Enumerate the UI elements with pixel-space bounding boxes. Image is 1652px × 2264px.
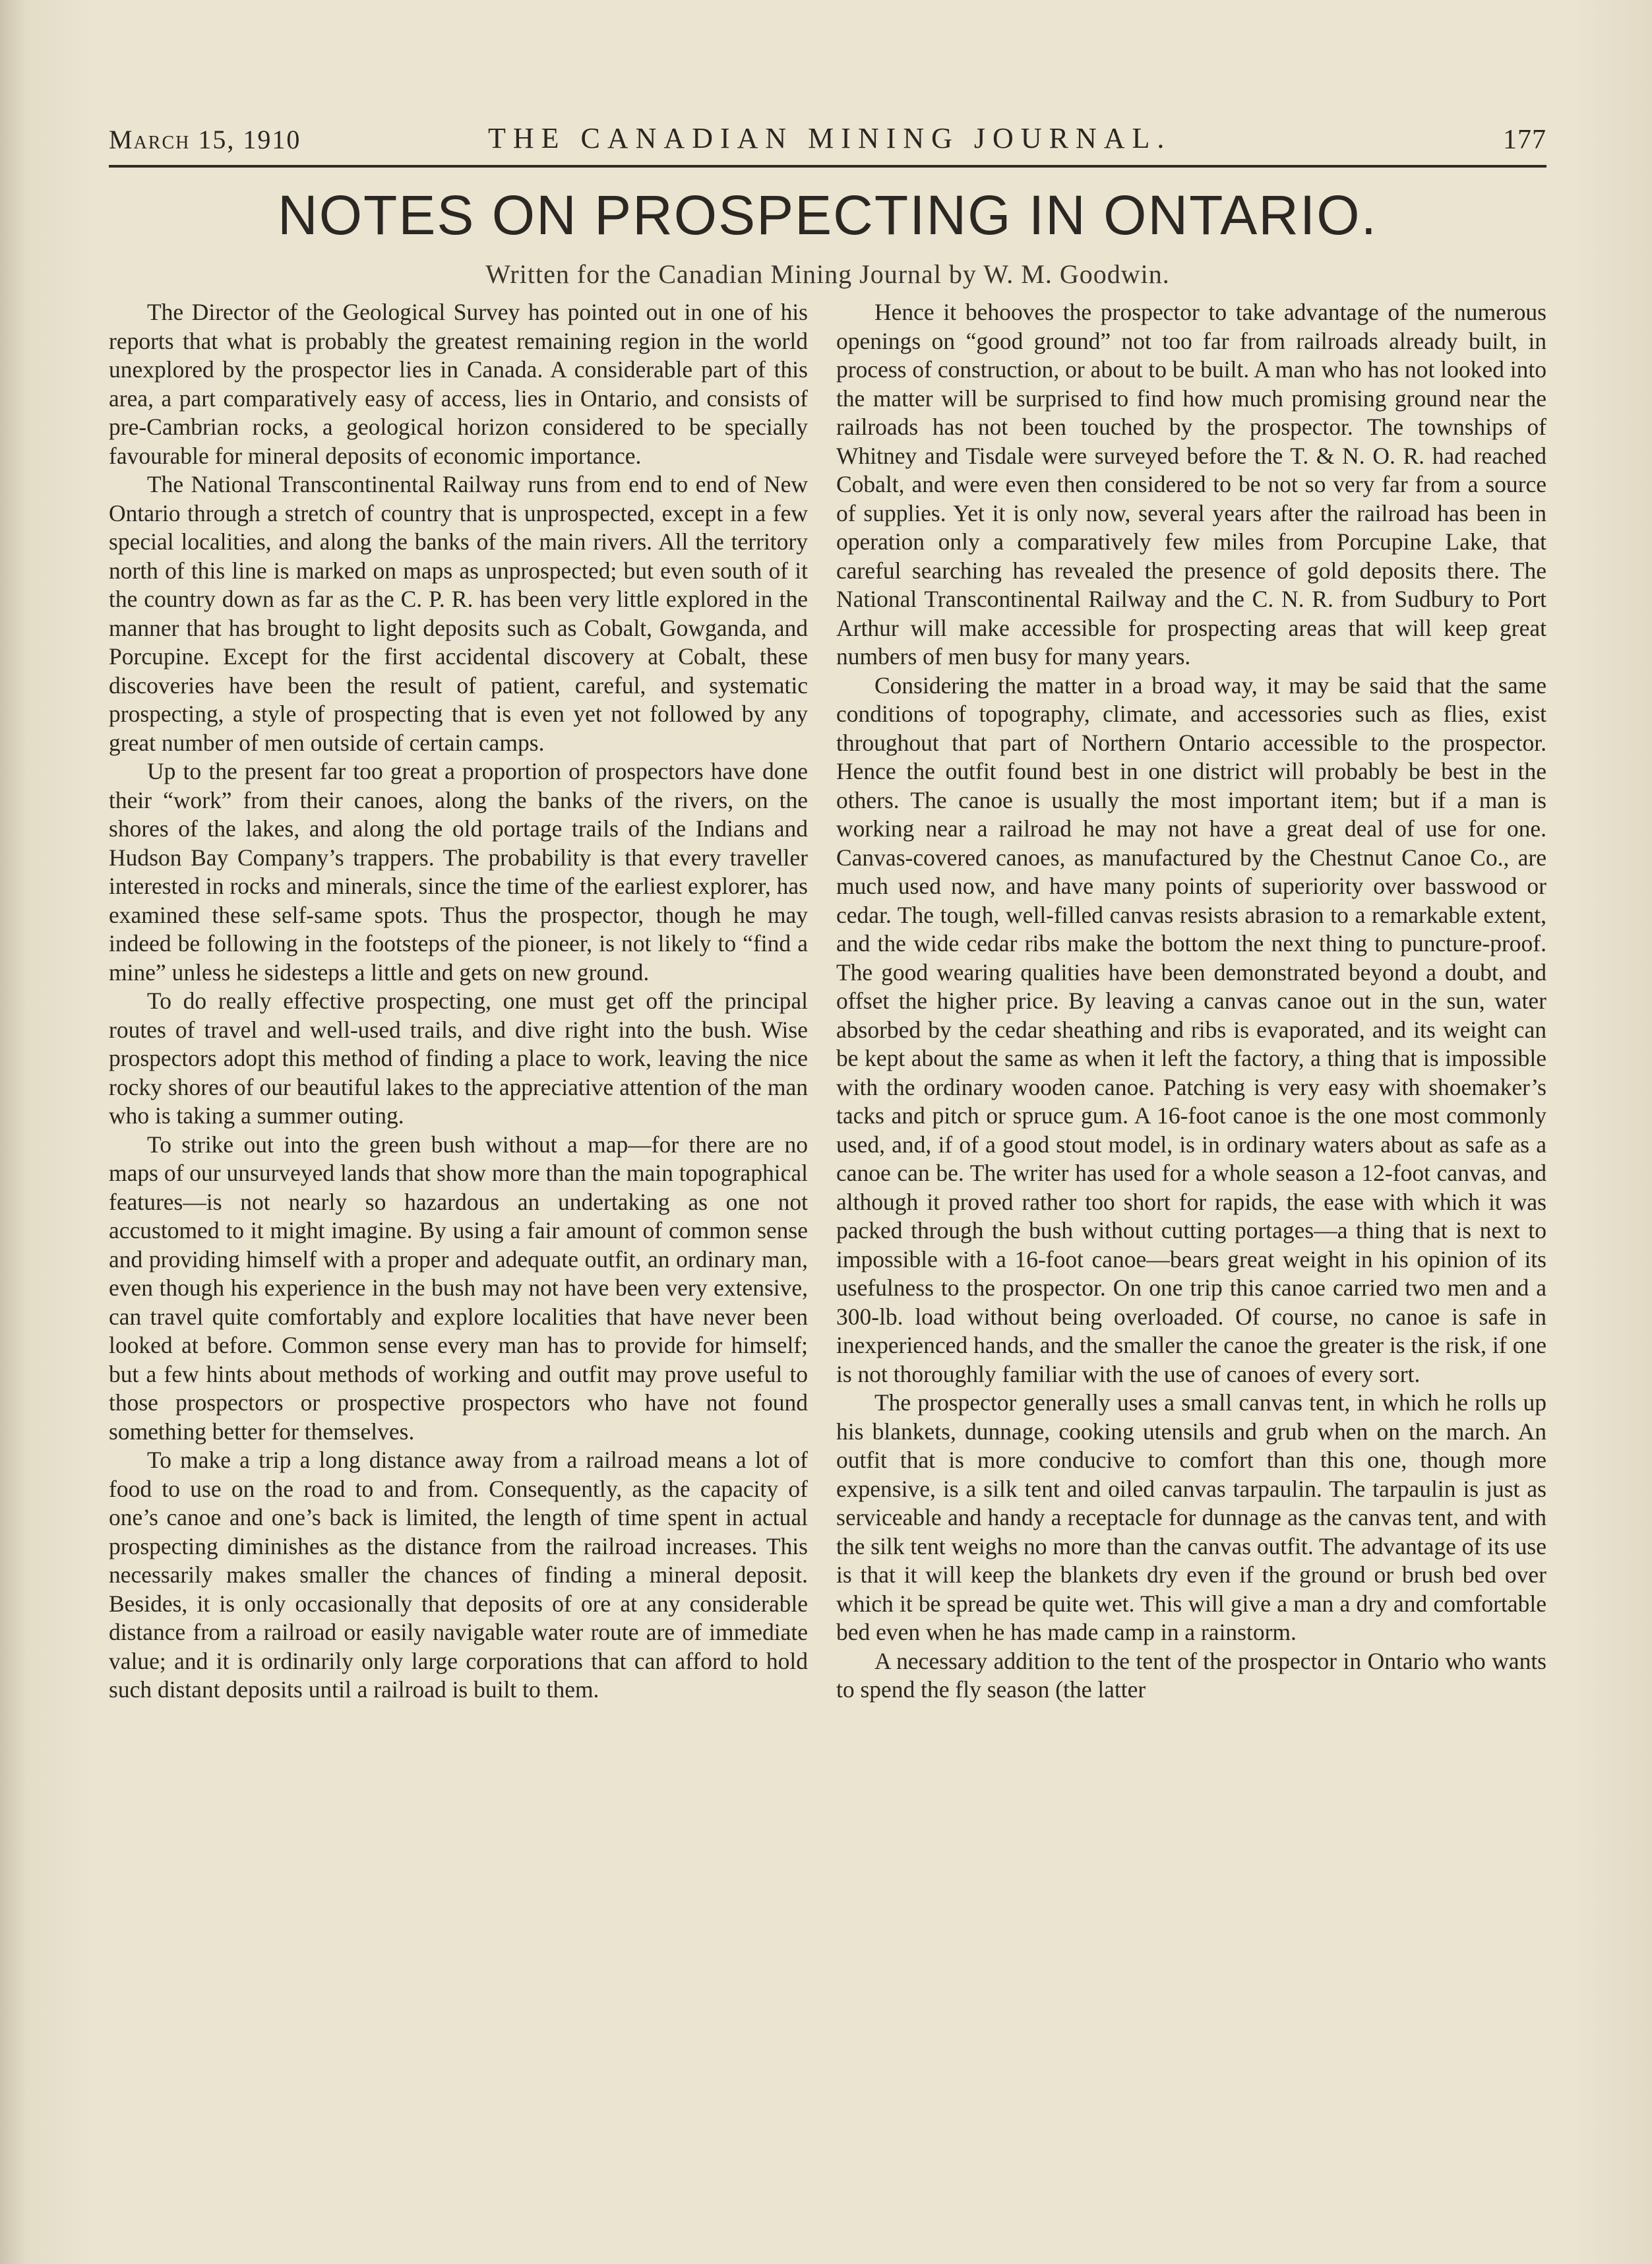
paragraph: To strike out into the green bush without a map—for there are no maps of our unsurveyed lands that show more than the main topographical features—is not nearly so hazardous an undertaking as one not accustomed to it might imagine. By using a fair amount of common sense and providing himself with a proper and adequate outfit, an ordinary man, even though his experience in the bush may not have been very extensive, can travel quite comfortably and explore localities that have never been looked at before. Common sense every man has to provide for himself; but a few hints about methods of working and outfit may prove useful to those prospectors or prospective prospectors who have not found something better for themselves. <box>109 1131 808 1445</box>
paragraph: The prospector generally uses a small canvas tent, in which he rolls up his blankets, dunnage, cooking utensils and grub when on the march. An outfit that is more conducive to comfort than this one, though more expensive, is a silk tent and oiled canvas tarpaulin. The tarpaulin is just as serviceable and handy a receptacle for dunnage as the canvas tent, and with the silk tent weighs no more than the canvas outfit. The advantage of its use is that it will keep the blankets dry even if the ground or brush bed over which it be spread be quite wet. This will give a man a dry and comfortable bed even when he has made camp in a rainstorm. <box>836 1389 1546 1645</box>
page-number: 177 <box>1503 125 1546 155</box>
left-column <box>109 298 808 2211</box>
right-column <box>836 298 1546 2211</box>
paragraph: Up to the present far too great a proportion of prospectors have done their “work” from their canoes, along the banks of the rivers, on the shores of the lakes, and along the old portage trails of the Indians and Hudson Bay Company’s trappers. The probability is that every traveller interested in rocks and minerals, since the time of the earliest explorer, has examined these self-same spots. Thus the prospector, though he may indeed be following in the footsteps of the pioneer, is not likely to “find a mine” unless he sidesteps a little and gets on new ground. <box>109 758 808 986</box>
journal-name: THE CANADIAN MINING JOURNAL. <box>488 122 1172 154</box>
paragraph: The National Transcontinental Railway runs from end to end of New Ontario through a stretch of country that is unprospected, except in a few special localities, and along the banks of the main rivers. All the territory north of this line is marked on maps as unprospected; but even south of it the country down as far as the C. P. R. has been very little explored in the manner that has brought to light deposits such as Cobalt, Gowganda, and Porcupine. Except for the first accidental discovery at Cobalt, these discoveries have been the result of patient, careful, and systematic prospecting, a style of prospecting that is even yet not followed by any great number of men outside of certain camps. <box>109 471 808 756</box>
header-rule <box>109 165 1546 168</box>
article-title: NOTES ON PROSPECTING IN ONTARIO. <box>278 184 1378 246</box>
paragraph: Considering the matter in a broad way, it may be said that the same conditions of topography, climate, and accessories such as flies, exist throughout that part of Northern Ontario accessible to the prospector. Hence the outfit found best in one district will probably be best in the others. The canoe is usually the most important item; but if a man is working near a railroad he may not have a great deal of use for one. Canvas-covered canoes, as manufactured by the Chestnut Canoe Co., are much used now, and have many points of superiority over basswood or cedar. The tough, well-filled canvas resists abrasion to a remarkable extent, and the wide cedar ribs make the bottom the next thing to puncture-proof. The good wearing qualities have been demonstrated beyond a doubt, and offset the higher price. By leaving a canvas canoe out in the sun, water absorbed by the cedar sheathing and ribs is evaporated, and its weight can be kept about the same as when it left the factory, a thing that is impossible with the ordinary wooden canoe. Patching is very easy with shoemaker’s tacks and pitch or spruce gum. A 16-foot canoe is the one most commonly used, and, if of a good stout model, is in ordinary waters about as safe as a canoe can be. The writer has used for a whole season a 12-foot canvas, and although it proved rather too short for rapids, the ease with which it was packed through the bush without cutting portages—a thing that is next to impossible with a 16-foot canoe—bears great weight in his opinion of its usefulness to the prospector. On one trip this canoe carried two men and a 300-lb. load without being overloaded. Of course, no canoe is safe in inexperienced hands, and the smaller the canoe the greater is the risk, if one is not thoroughly familiar with the use of canoes of every sort. <box>836 672 1546 1387</box>
running-header <box>109 119 1546 165</box>
paragraph: A necessary addition to the tent of the prospector in Ontario who wants to spend the fly season (the latter <box>836 1647 1546 1703</box>
issue-date: March 15, 1910 <box>109 125 301 154</box>
paragraph: Hence it behooves the prospector to take advantage of the numerous openings on “good ground” not too far from railroads already built, in process of construction, or about to be built. A man who has not looked into the matter will be surprised to find how much promising ground near the railroads has not been touched by the prospector. The townships of Whitney and Tisdale were surveyed before the T. & N. O. R. had reached Cobalt, and were even then considered to be not so very far from a source of supplies. Yet it is only now, several years after the railroad has been in operation only a comparatively few miles from Porcupine Lake, that careful searching has revealed the presence of gold deposits there. The National Transcontinental Railway and the C. N. R. from Sudbury to Port Arthur will make accessible for prospecting areas that will keep great numbers of men busy for many years. <box>836 299 1546 670</box>
paragraph: To make a trip a long distance away from a railroad means a lot of food to use on the road to and from. Consequently, as the capacity of one’s canoe and one’s back is limited, the length of time spent in actual prospecting diminishes as the distance from the railroad increases. This necessarily makes smaller the chances of finding a mineral deposit. Besides, it is only occasionally that deposits of ore at any considerable distance from a railroad or easily navigable water route are of immediate value; and it is ordinarily only large corporations that can afford to hold such distant deposits until a railroad is built to them. <box>109 1447 808 1703</box>
paragraph: To do really effective prospecting, one must get off the principal routes of travel and well-used trails, and dive right into the bush. Wise prospectors adopt this method of finding a place to work, leaving the nice rocky shores of our beautiful lakes to the appreciative attention of the man who is taking a summer outing. <box>109 988 808 1129</box>
paragraph: The Director of the Geological Survey has pointed out in one of his reports that what is probably the greatest remaining region in the world unexplored by the prospector lies in Canada. A considerable part of this area, a part comparatively easy of access, lies in Ontario, and consists of pre-Cambrian rocks, a geological horizon considered to be specially favourable for mineral deposits of economic importance. <box>109 299 808 469</box>
article-byline: Written for the Canadian Mining Journal by W. M. Goodwin. <box>485 259 1170 289</box>
